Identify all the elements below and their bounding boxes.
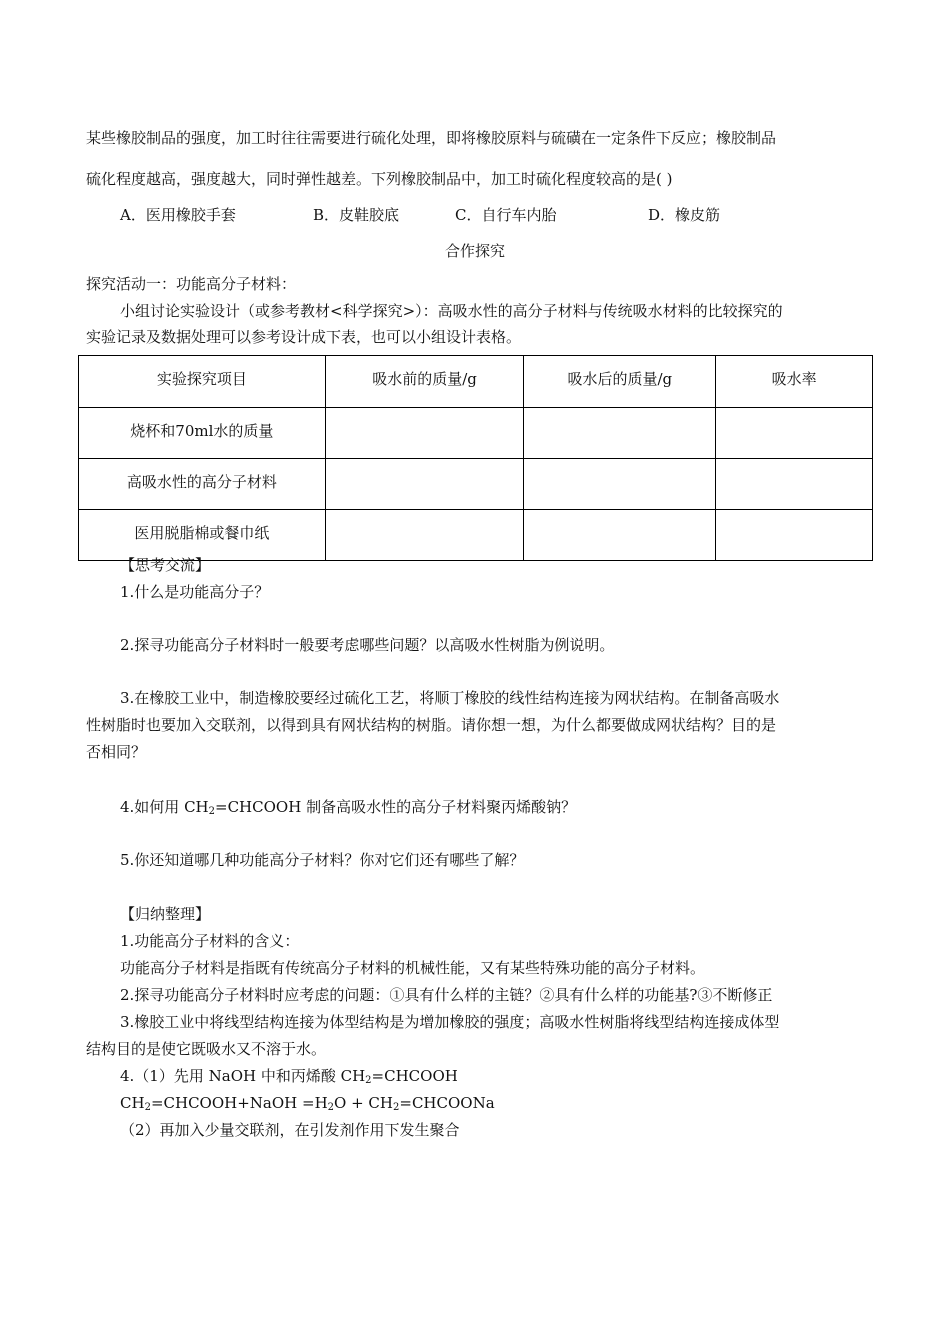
- equation-part: =CHCOOH+NaOH =H: [150, 1094, 328, 1112]
- subscript: 2: [393, 1102, 400, 1113]
- activity-title: 探究活动一：功能高分子材料：: [86, 275, 297, 293]
- table-cell: [716, 459, 873, 510]
- intro-line-2: 硫化程度越高，强度越大，同时弹性越差。下列橡胶制品中，加工时硫化程度较高的是( ): [86, 170, 673, 188]
- table-header-cell: 吸水前的质量/g: [325, 356, 524, 408]
- summary-s4-part-a: 4.（1）先用 NaOH 中和丙烯酸 CH: [120, 1067, 366, 1085]
- table-header-cell: 实验探究项目: [79, 356, 326, 408]
- table-cell: [716, 408, 873, 459]
- subscript: 2: [365, 1075, 372, 1086]
- think-q2: 2.探寻功能高分子材料时一般要考虑哪些问题？以高吸水性树脂为例说明。: [120, 636, 615, 654]
- think-q4-part-a: 4.如何用 CH: [120, 798, 209, 816]
- subscript: 2: [327, 1102, 335, 1113]
- table-cell: 医用脱脂棉或餐巾纸: [79, 510, 326, 561]
- think-q1: 1.什么是功能高分子？: [120, 583, 270, 601]
- summary-s2: 2.探寻功能高分子材料时应考虑的问题：①具有什么样的主链？②具有什么样的功能基?③不断修正: [120, 986, 773, 1004]
- table-cell: [325, 459, 524, 510]
- summary-s1-text: 功能高分子材料是指既有传统高分子材料的机械性能，又有某些特殊功能的高分子材料。: [120, 959, 706, 977]
- equation-part: =CHCOONa: [399, 1094, 495, 1112]
- table-cell: [524, 459, 716, 510]
- table-header-row: [79, 356, 873, 408]
- option-c: C．自行车内胎: [455, 206, 557, 224]
- table-cell: [325, 408, 524, 459]
- table-header-cell: 吸水率: [716, 356, 873, 408]
- table-row: [79, 408, 873, 459]
- table-cell: [524, 510, 716, 561]
- think-q3-line-2: 性树脂时也要加入交联剂，以得到具有网状结构的树脂。请你想一想，为什么都要做成网状结构？目的是: [86, 716, 777, 734]
- think-q4: [120, 797, 576, 822]
- table-cell: 高吸水性的高分子材料: [79, 459, 326, 510]
- table-cell: [524, 408, 716, 459]
- section-title: 合作探究: [444, 242, 505, 260]
- table-row: [79, 459, 873, 510]
- table-row: [79, 510, 873, 561]
- subscript: 2: [208, 806, 216, 817]
- table-cell: 烧杯和70ml水的质量: [79, 408, 326, 459]
- experiment-table: [78, 355, 873, 561]
- equation-part: O + CH: [334, 1094, 393, 1112]
- intro-line-1: 某些橡胶制品的强度，加工时往往需要进行硫化处理，即将橡胶原料与硫磺在一定条件下反应；橡胶制品: [86, 129, 777, 147]
- activity-desc-2: 实验记录及数据处理可以参考设计成下表，也可以小组设计表格。: [86, 328, 522, 346]
- option-b: B．皮鞋胶底: [313, 206, 400, 224]
- option-d: D．橡皮筋: [648, 206, 721, 224]
- think-heading: 【思考交流】: [120, 556, 211, 574]
- summary-s1: 1.功能高分子材料的含义：: [120, 932, 300, 950]
- summary-s3-line-2: 结构目的是使它既吸水又不溶于水。: [86, 1040, 327, 1058]
- summary-s4-2: （2）再加入少量交联剂，在引发剂作用下发生聚合: [120, 1121, 460, 1139]
- option-a: A．医用橡胶手套: [120, 206, 236, 224]
- summary-s3-line-1: 3.橡胶工业中将线型结构连接为体型结构是为增加橡胶的强度；高吸水性树脂将线型结构连接成体型: [120, 1013, 780, 1031]
- think-q3-line-1: 3.在橡胶工业中，制造橡胶要经过硫化工艺，将顺丁橡胶的线性结构连接为网状结构。在制备高吸水: [120, 689, 780, 707]
- think-q5: 5.你还知道哪几种功能高分子材料？你对它们还有哪些了解？: [120, 851, 525, 869]
- summary-heading: 【归纳整理】: [120, 905, 211, 923]
- summary-s4: [120, 1066, 458, 1091]
- table-cell: [716, 510, 873, 561]
- summary-equation: [120, 1093, 495, 1118]
- summary-s4-part-b: =CHCOOH: [371, 1067, 458, 1085]
- table-header-cell: 吸水后的质量/g: [524, 356, 716, 408]
- equation-part: CH: [120, 1094, 145, 1112]
- think-q3-line-3: 否相同？: [86, 743, 147, 761]
- activity-desc-1: 小组讨论实验设计（或参考教材<科学探究>）：高吸水性的高分子材料与传统吸水材料的比较探究的: [120, 302, 783, 320]
- subscript: 2: [144, 1102, 151, 1113]
- table-cell: [325, 510, 524, 561]
- think-q4-part-b: =CHCOOH 制备高吸水性的高分子材料聚丙烯酸钠？: [215, 798, 577, 816]
